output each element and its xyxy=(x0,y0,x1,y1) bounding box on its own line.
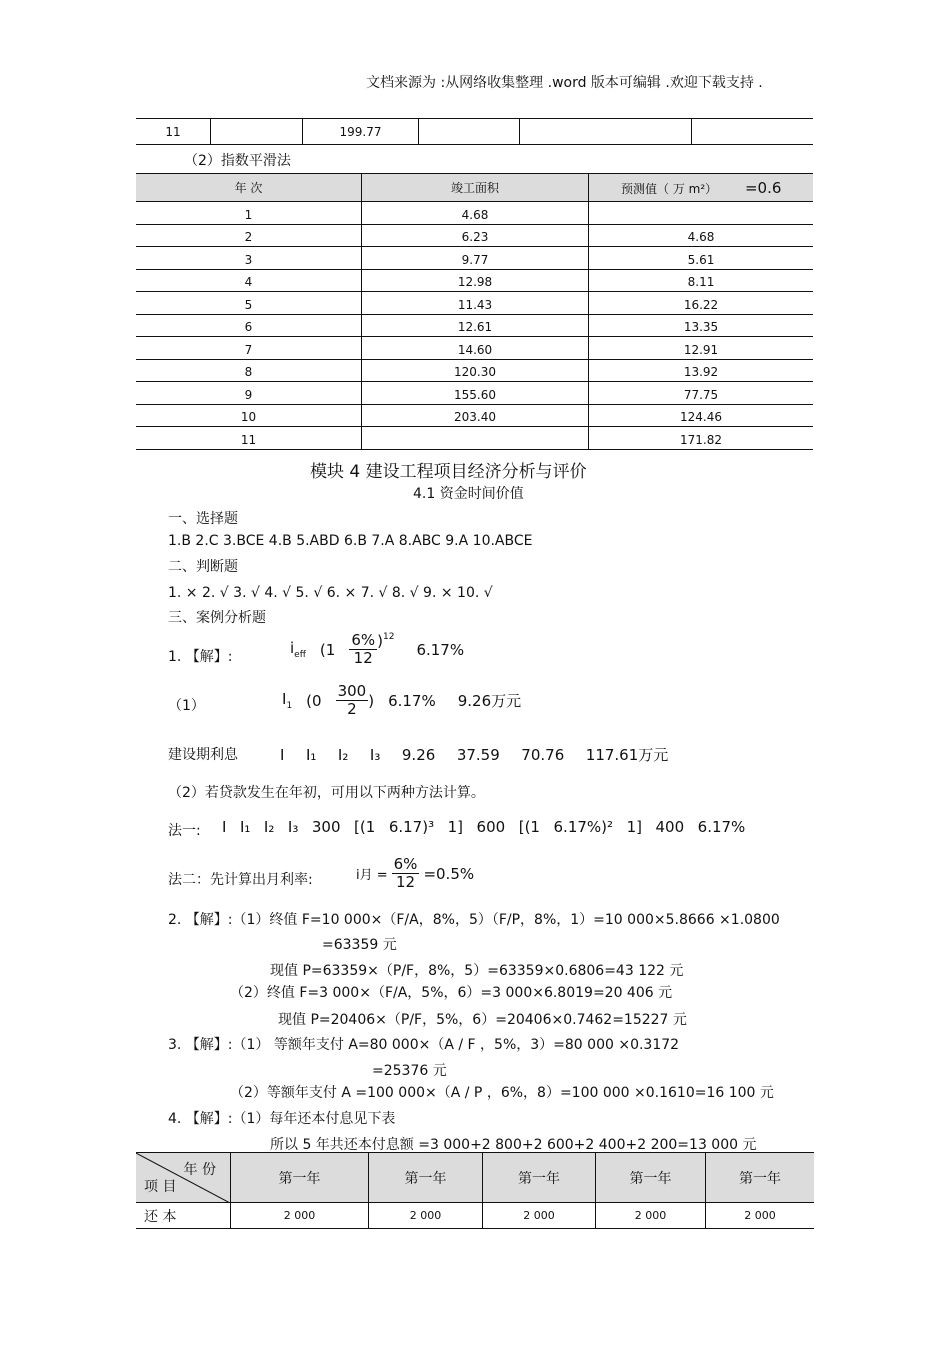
frac-num: 6% xyxy=(351,631,376,649)
table-cell xyxy=(589,202,814,225)
case1-label: 1. 【解】: xyxy=(168,649,233,665)
table-cell: 12.98 xyxy=(362,269,589,292)
col-area-header: 竣工面积 xyxy=(362,174,589,202)
table-row xyxy=(136,382,813,405)
case2-line3: 现值 P=63359×（P/F，8%，5）=63359×0.6806=43 122 元 xyxy=(270,963,684,979)
table-cell xyxy=(419,119,520,145)
table-row xyxy=(136,269,813,292)
frac-num: 300 xyxy=(337,682,367,700)
section3-heading: 三、案例分析题 xyxy=(168,610,266,626)
table-cell: 6.23 xyxy=(362,224,589,247)
table-cell: 6 xyxy=(136,314,362,337)
section1-answers: 1.B 2.C 3.BCE 4.B 5.ABD 6.B 7.A 8.ABC 9.A 10.ABCE xyxy=(168,533,533,549)
table-cell: 2 000 xyxy=(596,1203,706,1229)
year-header: 第一年 xyxy=(483,1153,596,1203)
formula-exponent: 12 xyxy=(382,632,395,642)
table-row xyxy=(136,224,813,247)
year-header: 第一年 xyxy=(231,1153,369,1203)
ieff-result: 6.17% xyxy=(416,640,465,659)
formula-part: =0.5% xyxy=(423,864,475,883)
table-cell: 2 000 xyxy=(369,1203,483,1229)
formula-subscript: 1 xyxy=(286,701,293,712)
table-row xyxy=(136,427,813,450)
formula-part: i月 = xyxy=(356,868,388,884)
case2-line1: 2. 【解】:（1）终值 F=10 000×（F/A，8%，5）（F/P，8%，1）=10 000×5.8666 ×1.0800 xyxy=(168,912,780,928)
smoothing-heading: （2）指数平滑法 xyxy=(184,153,291,169)
case2-line4: （2）终值 F=3 000×（F/A，5%，6）=3 000×6.8019=20 406 元 xyxy=(230,985,673,1001)
table-cell: 77.75 xyxy=(683,387,719,402)
module-title: 模块 4 建设工程项目经济分析与评价 xyxy=(310,462,587,482)
frac-den: 12 xyxy=(353,649,373,668)
table-cell: 8 xyxy=(136,359,362,382)
table-cell: 2 000 xyxy=(231,1203,369,1229)
table-cell: 9 xyxy=(136,382,362,405)
year-header: 第一年 xyxy=(739,1170,781,1187)
table-cell: 9.77 xyxy=(362,247,589,270)
table-cell: 4.68 xyxy=(687,230,715,245)
table-cell: 120.30 xyxy=(362,359,589,382)
table-cell: 4 xyxy=(136,269,362,292)
alpha-value: =0.6 xyxy=(744,178,782,197)
formula-part: (1 xyxy=(319,640,336,659)
i1-formula xyxy=(282,683,521,719)
case4-line1: 4. 【解】:（1）每年还本付息见下表 xyxy=(168,1111,396,1127)
table-cell: 12.61 xyxy=(362,314,589,337)
formula-part: (0 xyxy=(306,691,322,710)
table-cell: 11 xyxy=(136,427,362,450)
table-row xyxy=(136,247,813,270)
case3-line1: 3. 【解】:（1） 等额年支付 A=80 000×（A / F ，5%，3）=80 000 ×0.3172 xyxy=(168,1037,680,1053)
year-header: 第一年 xyxy=(596,1153,706,1203)
table-cell: 16.22 xyxy=(683,297,719,312)
page-header: 文档来源为 :从网络收集整理 .word 版本可编辑 .欢迎下载支持 . xyxy=(366,75,763,91)
i1-result: 9.26万元 xyxy=(457,692,522,711)
table-row xyxy=(136,359,813,382)
table-row xyxy=(136,202,813,225)
table-cell: 2 000 xyxy=(483,1203,596,1229)
repayment-table xyxy=(136,1152,814,1229)
ieff-symbol: i xyxy=(290,639,295,658)
frac-num: 6% xyxy=(393,855,418,873)
ieff-formula xyxy=(290,632,464,668)
table-cell: 13.92 xyxy=(683,365,719,380)
table-cell: 155.60 xyxy=(362,382,589,405)
case3-line3: （2）等额年支付 A =100 000×（A / P ，6%，8）=100 000 ×0.1610=16 100 元 xyxy=(230,1085,774,1101)
table-cell: 10 xyxy=(136,404,362,427)
col-pred-header xyxy=(589,174,814,202)
interest-label: 建设期利息 xyxy=(168,747,238,763)
section2-heading: 二、判断题 xyxy=(168,559,238,575)
monthly-rate-formula xyxy=(356,856,474,892)
frac-den: 12 xyxy=(395,873,416,892)
table-cell: 14.60 xyxy=(362,337,589,360)
table-cell: 3 xyxy=(136,247,362,270)
table-cell: 7 xyxy=(136,337,362,360)
case4-line2: 所以 5 年共还本付息额 =3 000+2 800+2 600+2 400+2 200=13 000 元 xyxy=(270,1137,757,1153)
case2-line2: =63359 元 xyxy=(322,937,397,953)
method1-formula: I I₁ I₂ I₃ 300 [(1 6.17)³ 1] 600 [(1 6.17%)² 1] 400 6.17% xyxy=(222,818,746,836)
diagonal-header-cell xyxy=(136,1153,231,1203)
table-cell: 5.61 xyxy=(687,252,715,267)
table-cell: 4.68 xyxy=(362,202,589,225)
col-year-header: 年 次 xyxy=(136,174,362,202)
method1-label: 法一: xyxy=(168,823,201,839)
case2-line5: 现值 P=20406×（P/F，5%，6）=20406×0.7462=15227 元 xyxy=(278,1012,687,1028)
case1-part1-label: （1） xyxy=(168,698,205,714)
table-cell xyxy=(362,427,589,450)
table-cell: 2 xyxy=(136,224,362,247)
formula-part: ) xyxy=(368,691,375,710)
col-pred-label: 预测值（ 万 m²） xyxy=(621,181,718,196)
table-cell: 11.43 xyxy=(362,292,589,315)
table-cell: 203.40 xyxy=(362,404,589,427)
table-cell xyxy=(211,119,303,145)
table-row xyxy=(136,292,813,315)
table-cell: 12.91 xyxy=(683,342,719,357)
formula-part: I xyxy=(282,690,287,709)
formula-part: ) xyxy=(377,632,383,650)
row-label: 还 本 xyxy=(136,1203,231,1229)
year-header: 第一年 xyxy=(369,1153,483,1203)
diag-bottom-label: 项 目 xyxy=(144,1179,177,1195)
case1-part2-text: （2）若贷款发生在年初，可用以下两种方法计算。 xyxy=(168,785,485,801)
table-cell xyxy=(520,119,692,145)
table-row xyxy=(136,314,813,337)
table-cell: 5 xyxy=(136,292,362,315)
table-cell: 2 000 xyxy=(744,1209,776,1222)
table-cell: 1 xyxy=(136,202,362,225)
table-cell: 13.35 xyxy=(683,320,719,335)
top-table-row xyxy=(136,118,813,145)
table-cell: 171.82 xyxy=(680,432,722,447)
diag-top-label: 年 份 xyxy=(183,1162,216,1178)
section2-answers: 1. × 2. √ 3. √ 4. √ 5. √ 6. × 7. √ 8. √ 9. × 10. √ xyxy=(168,585,493,601)
frac-den: 2 xyxy=(347,700,357,719)
case3-line2: =25376 元 xyxy=(372,1063,447,1079)
method2-label: 法二：先计算出月利率: xyxy=(168,872,313,888)
table-row xyxy=(136,404,813,427)
smoothing-table xyxy=(136,173,813,450)
module-subtitle: 4.1 资金时间价值 xyxy=(413,486,524,502)
table-cell: 124.46 xyxy=(680,410,722,425)
interest-formula: I I₁ I₂ I₃ 9.26 37.59 70.76 117.61万元 xyxy=(280,746,669,764)
table-cell: 199.77 xyxy=(303,119,419,145)
section1-heading: 一、选择题 xyxy=(168,511,238,527)
table-cell: 8.11 xyxy=(687,275,715,290)
table-cell: 11 xyxy=(136,119,211,145)
formula-part: 6.17% xyxy=(388,691,436,710)
ieff-subscript: eff xyxy=(294,650,306,661)
table-cell xyxy=(692,119,814,145)
table-row xyxy=(136,337,813,360)
